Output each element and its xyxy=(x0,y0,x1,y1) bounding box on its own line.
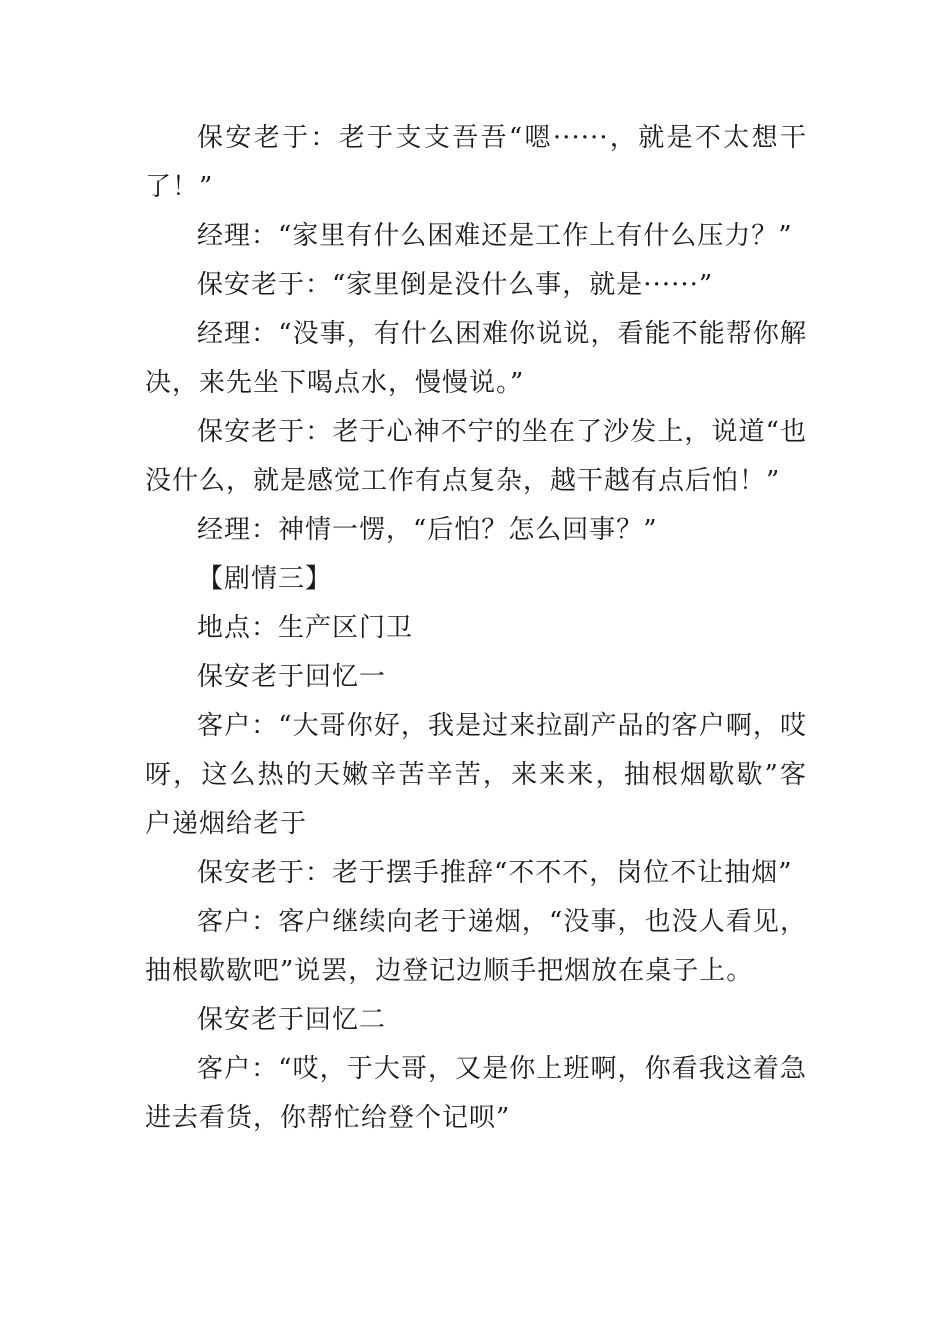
paragraph-dialogue: 经理：神情一愣，“后怕？怎么回事？” xyxy=(197,515,658,545)
paragraph-dialogue: 保安老于：老于支支吾吾“嗯······，就是不太想干了！” xyxy=(145,123,807,202)
paragraph-dialogue: 保安老于：老于摆手推辞“不不不，岗位不让抽烟” xyxy=(197,858,793,888)
paragraph-dialogue: 保安老于：“家里倒是没什么事，就是······” xyxy=(197,270,714,300)
script-text xyxy=(145,114,807,1143)
paragraph-dialogue: 客户：“大哥你好，我是过来拉副产品的客户啊，哎呀，这么热的天嫩辛苦辛苦，来来来，抽根烟歇歇”客户递烟给老于 xyxy=(145,711,807,839)
paragraph-dialogue: 客户：“哎，于大哥，又是你上班啊，你看我这着急进去看货，你帮忙给登个记呗” xyxy=(145,1054,807,1133)
scene-label: 保安老于回忆一 xyxy=(197,662,387,692)
location-line: 地点：生产区门卫 xyxy=(197,613,414,643)
paragraph-dialogue: 客户：客户继续向老于递烟，“没事，也没人看见，抽根歇歇吧”说罢，边登记边顺手把烟放在桌子上。 xyxy=(145,907,807,986)
scene-label: 保安老于回忆二 xyxy=(197,1005,387,1035)
paragraph-dialogue: 保安老于：老于心神不宁的坐在了沙发上，说道“也没什么，就是感觉工作有点复杂，越干越有点后怕！” xyxy=(145,417,807,496)
section-heading: 【剧情三】 xyxy=(197,564,333,594)
paragraph-dialogue: 经理：“家里有什么困难还是工作上有什么压力？” xyxy=(197,221,793,251)
paragraph-dialogue: 经理：“没事，有什么困难你说说，看能不能帮你解决，来先坐下喝点水，慢慢说。” xyxy=(145,319,807,398)
